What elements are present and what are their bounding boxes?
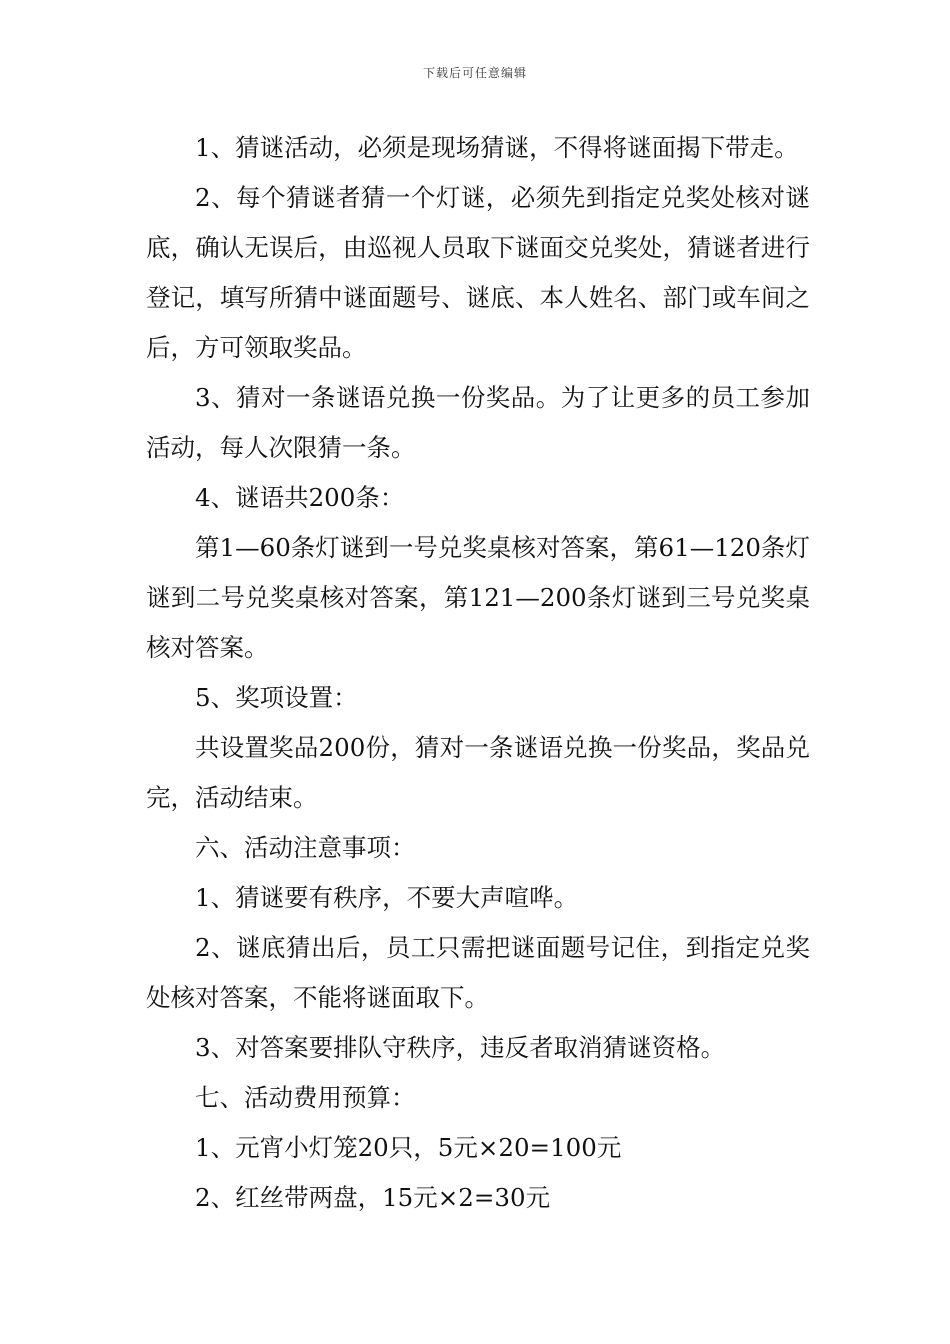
section-heading-notes: 六、活动注意事项： [195, 833, 416, 862]
paragraph-rule-4: 4、谜语共200条： [195, 483, 405, 512]
page-header-note: 下载后可任意编辑 [422, 66, 527, 80]
paragraph-rule-4-detail: 第1—60条灯谜到一号兑奖桌核对答案，第61—120条灯谜到二号兑奖桌核对答案，第121—200条灯谜到三号兑奖桌核对答案。 [146, 533, 810, 662]
paragraph-rule-5-detail: 共设置奖品200份，猜对一条谜语兑换一份奖品，奖品兑完，活动结束。 [146, 733, 810, 812]
paragraph-rule-1: 1、猜谜活动，必须是现场猜谜，不得将谜面揭下带走。 [195, 133, 799, 162]
paragraph-note-1: 1、猜谜要有秩序，不要大声喧哗。 [195, 883, 579, 912]
paragraph-note-3: 3、对答案要排队守秩序，违反者取消猜谜资格。 [195, 1033, 726, 1062]
section-heading-budget: 七、活动费用预算： [195, 1083, 416, 1112]
paragraph-rule-2: 2、每个猜谜者猜一个灯谜，必须先到指定兑奖处核对谜底，确认无误后，由巡视人员取下谜面交兑奖处，猜谜者进行登记，填写所猜中谜面题号、谜底、本人姓名、部门或车间之后，方可领取奖品。 [146, 183, 810, 362]
paragraph-budget-1: 1、元宵小灯笼20只，5元×20=100元 [195, 1133, 622, 1162]
paragraph-rule-3: 3、猜对一条谜语兑换一份奖品。为了让更多的员工参加活动，每人次限猜一条。 [146, 383, 810, 462]
paragraph-note-2: 2、谜底猜出后，员工只需把谜面题号记住，到指定兑奖处核对答案，不能将谜面取下。 [146, 933, 810, 1012]
document-body [146, 123, 810, 1223]
paragraph-budget-2: 2、红丝带两盘，15元×2=30元 [195, 1183, 551, 1212]
paragraph-rule-5: 5、奖项设置： [195, 683, 358, 712]
